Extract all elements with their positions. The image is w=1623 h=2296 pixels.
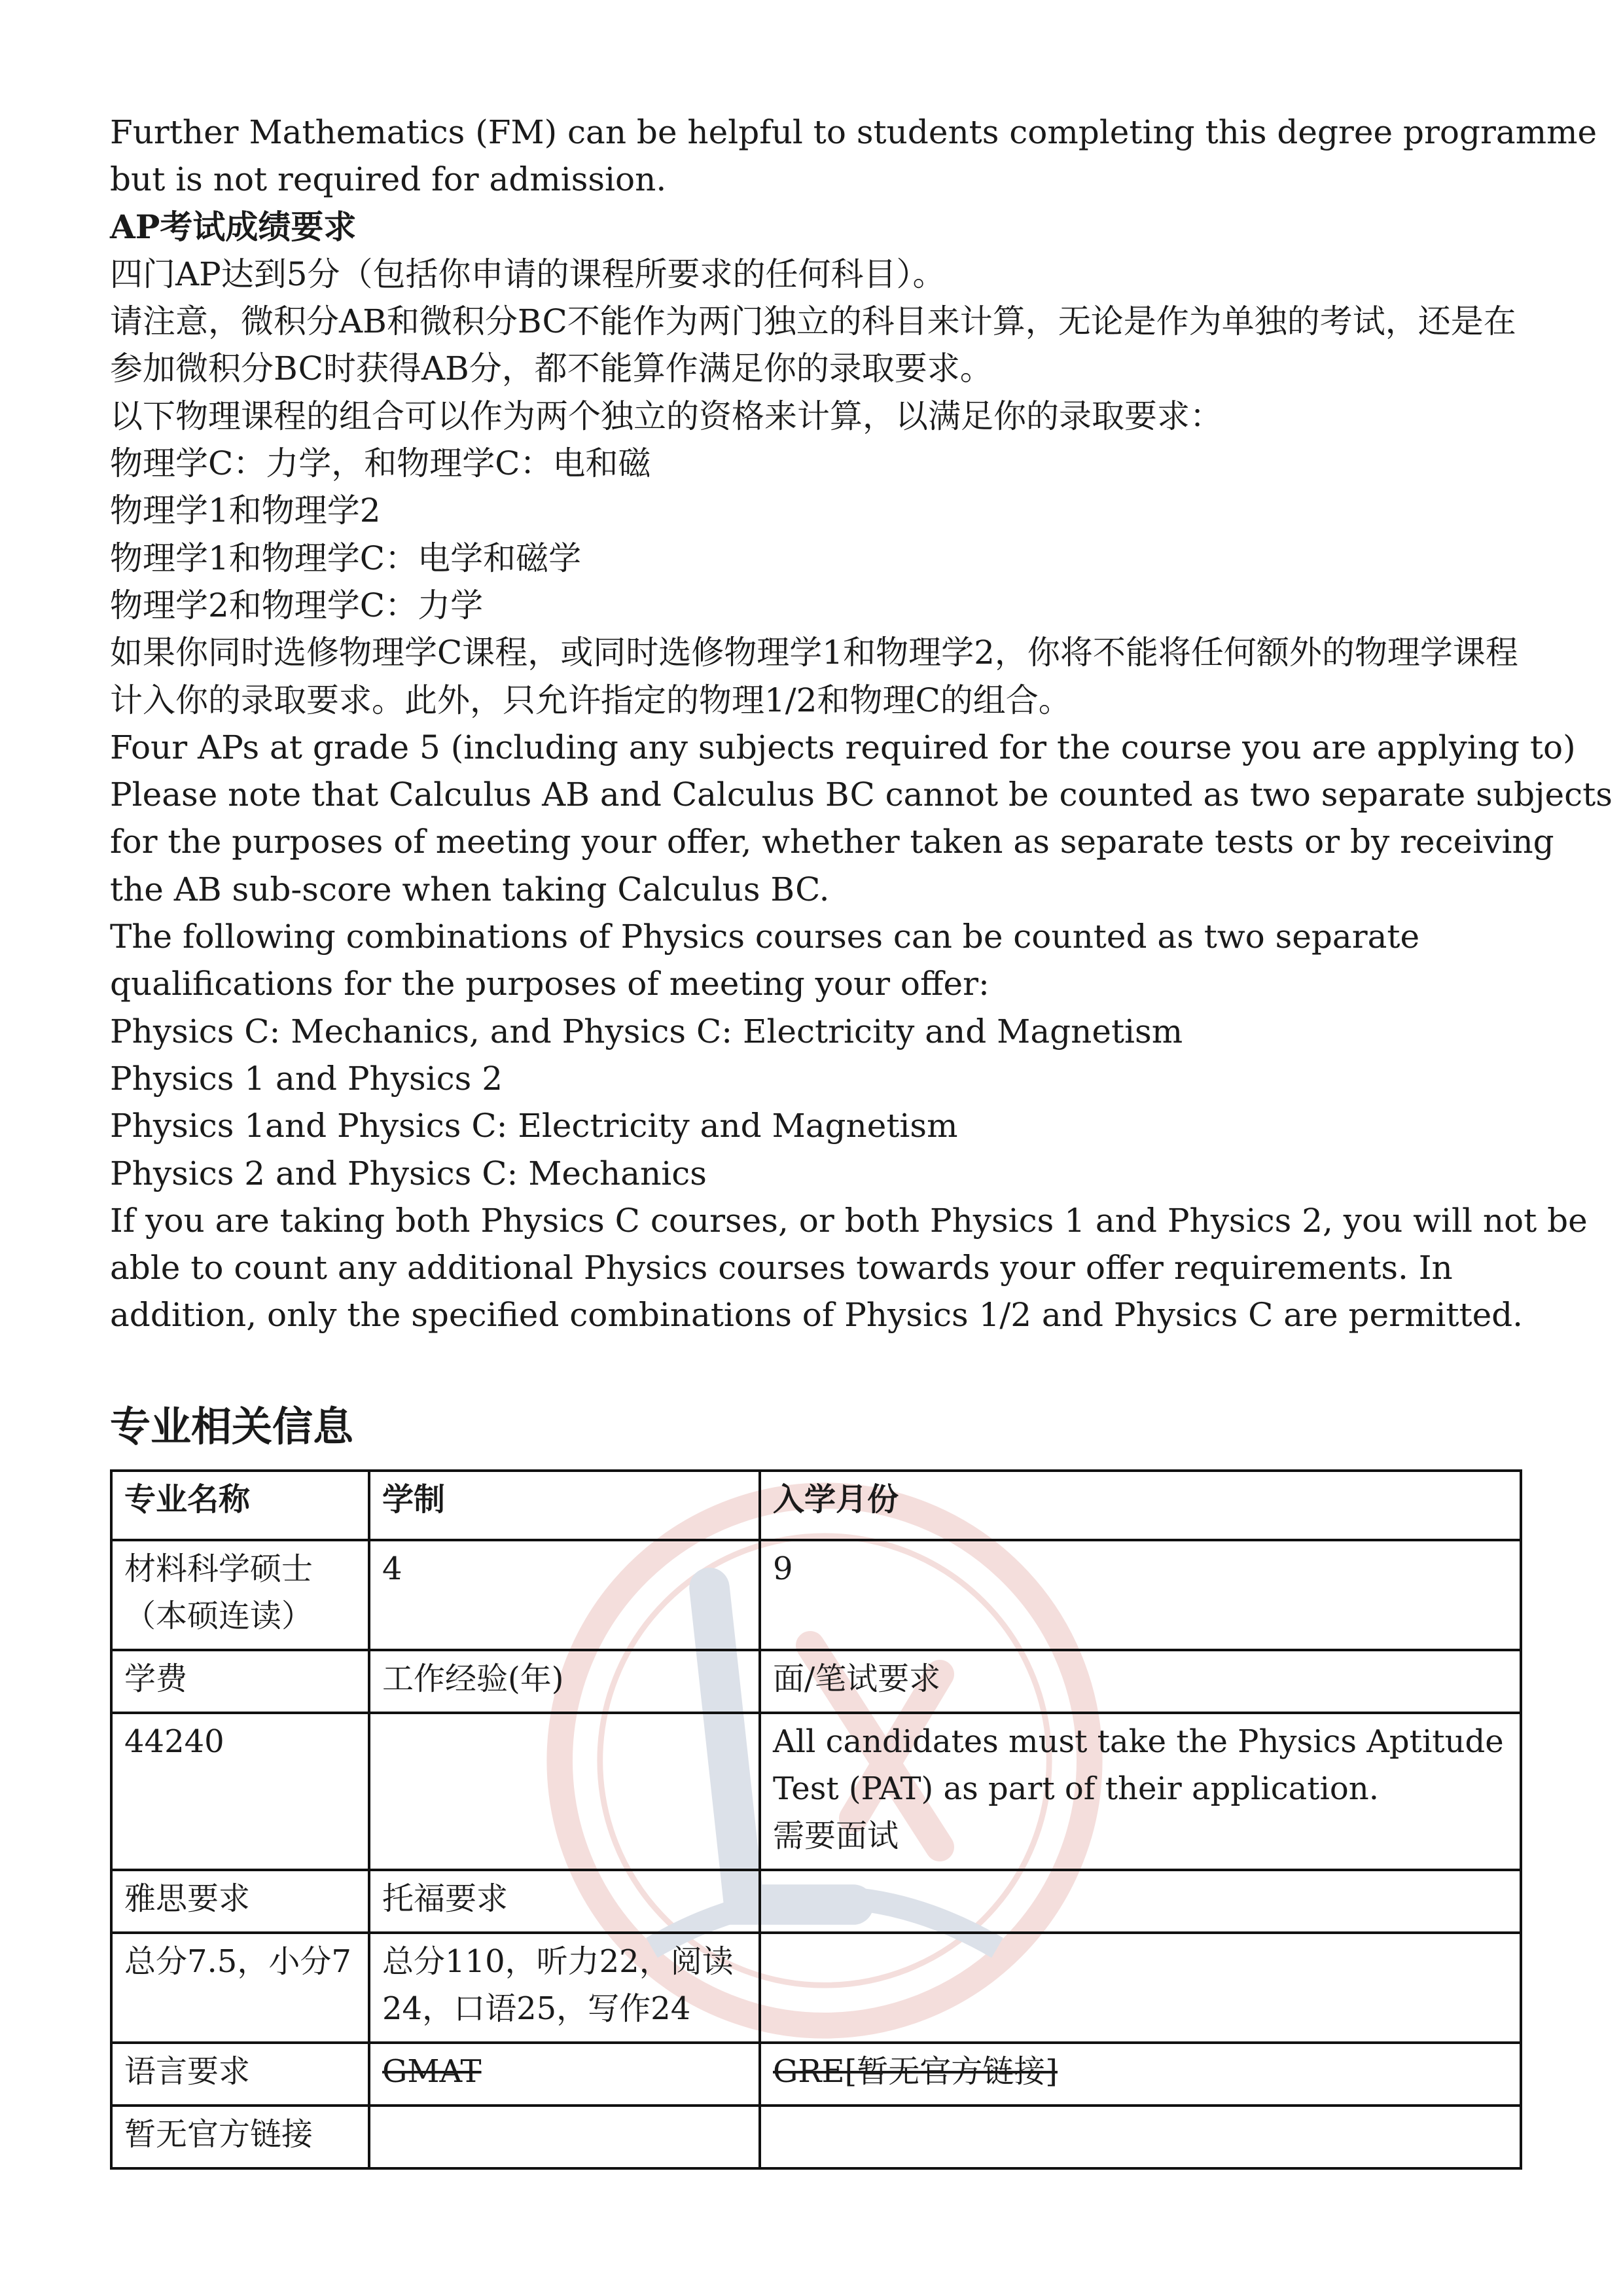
text-line: qualifications for the purposes of meeting your offer: — [110, 965, 990, 1003]
text-line: but is not required for admission. — [110, 160, 667, 199]
label-work-experience: 工作经验(年) — [369, 1650, 760, 1713]
program-name-cell — [111, 1540, 369, 1650]
duration-value: 4 — [369, 1540, 760, 1650]
label-gre: GRE[暂无官方链接] — [760, 2043, 1521, 2106]
body-text — [110, 109, 1613, 1339]
text-line: the AB sub-score when taking Calculus BC. — [110, 870, 830, 908]
language-value: 暂无官方链接 — [111, 2106, 369, 2168]
toefl-value-cell — [369, 1933, 760, 2043]
text-line: The following combinations of Physics courses can be counted as two separate — [110, 918, 1420, 956]
text-line: Physics 1and Physics C: Electricity and Magnetism — [110, 1107, 958, 1145]
label-interview: 面/笔试要求 — [760, 1650, 1521, 1713]
text-line: able to count any additional Physics courses towards your offer requirements. In — [110, 1249, 1453, 1287]
program-name-note: （本硕连读） — [124, 1598, 313, 1634]
table-row — [111, 2043, 1521, 2106]
toefl-line: 总分110，听力22，阅读 — [382, 1943, 734, 1980]
text-line: If you are taking both Physics C courses, or both Physics 1 and Physics 2, you will not be — [110, 1201, 1588, 1240]
label-tuition: 学费 — [111, 1650, 369, 1713]
table-row — [111, 1933, 1521, 2043]
intake-month-value: 9 — [760, 1540, 1521, 1650]
interview-line: Test (PAT) as part of their application. — [773, 1770, 1379, 1807]
header-intake-month: 入学月份 — [760, 1471, 1521, 1540]
text-line: 请注意，微积分AB和微积分BC不能作为两门独立的科目来计算，无论是作为单独的考试，还是在 — [110, 302, 1516, 341]
table-row — [111, 1540, 1521, 1650]
text-line: Physics 2 and Physics C: Mechanics — [110, 1154, 707, 1193]
toefl-line: 24，口语25，写作24 — [382, 1990, 691, 2027]
tuition-value: 44240 — [111, 1713, 369, 1870]
text-line: 以下物理课程的组合可以作为两个独立的资格来计算，以满足你的录取要求： — [110, 397, 1222, 435]
text-line: 四门AP达到5分（包括你申请的课程所要求的任何科目）。 — [110, 255, 946, 293]
header-duration: 学制 — [369, 1471, 760, 1540]
table-row — [111, 1650, 1521, 1713]
text-line: 物理学2和物理学C：力学 — [110, 586, 484, 624]
text-line: Physics C: Mechanics, and Physics C: Electricity and Magnetism — [110, 1012, 1183, 1050]
text-line: 物理学C：力学，和物理学C：电和磁 — [110, 444, 651, 483]
empty-cell — [369, 2106, 760, 2168]
text-line: 物理学1和物理学2 — [110, 492, 381, 530]
text-line: Four APs at grade 5 (including any subjects required for the course you are applying to) — [110, 728, 1576, 766]
program-name: 材料科学硕士 — [124, 1551, 313, 1587]
subheading: AP考试成绩要求 — [110, 207, 357, 246]
empty-cell — [760, 1933, 1521, 2043]
text-line: for the purposes of meeting your offer, whether taken as separate tests or by receiving — [110, 823, 1554, 861]
ielts-value: 总分7.5，小分7 — [111, 1933, 369, 2043]
empty-cell — [760, 2106, 1521, 2168]
empty-cell — [760, 1870, 1521, 1933]
header-program-name: 专业名称 — [111, 1471, 369, 1540]
table-row — [111, 1870, 1521, 1933]
text-line: Further Mathematics (FM) can be helpful to students completing this degree programme — [110, 113, 1597, 151]
table-header-row — [111, 1471, 1521, 1540]
interview-line: All candidates must take the Physics Aptitude — [773, 1723, 1504, 1760]
label-ielts: 雅思要求 — [111, 1870, 369, 1933]
label-language: 语言要求 — [111, 2043, 369, 2106]
interview-value-cell — [760, 1713, 1521, 1870]
text-line: 如果你同时选修物理学C课程，或同时选修物理学1和物理学2，你将不能将任何额外的物理学课程 — [110, 634, 1518, 672]
text-line: 计入你的录取要求。此外，只允许指定的物理1/2和物理C的组合。 — [110, 681, 1071, 719]
section-title: 专业相关信息 — [110, 1403, 354, 1450]
text-line: Please note that Calculus AB and Calculus BC cannot be counted as two separate subjects — [110, 776, 1613, 814]
work-experience-value — [369, 1713, 760, 1870]
text-line: 参加微积分BC时获得AB分，都不能算作满足你的录取要求。 — [110, 350, 993, 388]
text-line: Physics 1 and Physics 2 — [110, 1059, 503, 1098]
label-toefl: 托福要求 — [369, 1870, 760, 1933]
program-info-table — [110, 1469, 1522, 2170]
table-row — [111, 2106, 1521, 2168]
text-line: 物理学1和物理学C：电学和磁学 — [110, 539, 582, 577]
interview-line: 需要面试 — [773, 1818, 899, 1854]
label-gmat: GMAT — [369, 2043, 760, 2106]
table-row — [111, 1713, 1521, 1870]
text-line: addition, only the specified combinations of Physics 1/2 and Physics C are permitted. — [110, 1296, 1524, 1335]
